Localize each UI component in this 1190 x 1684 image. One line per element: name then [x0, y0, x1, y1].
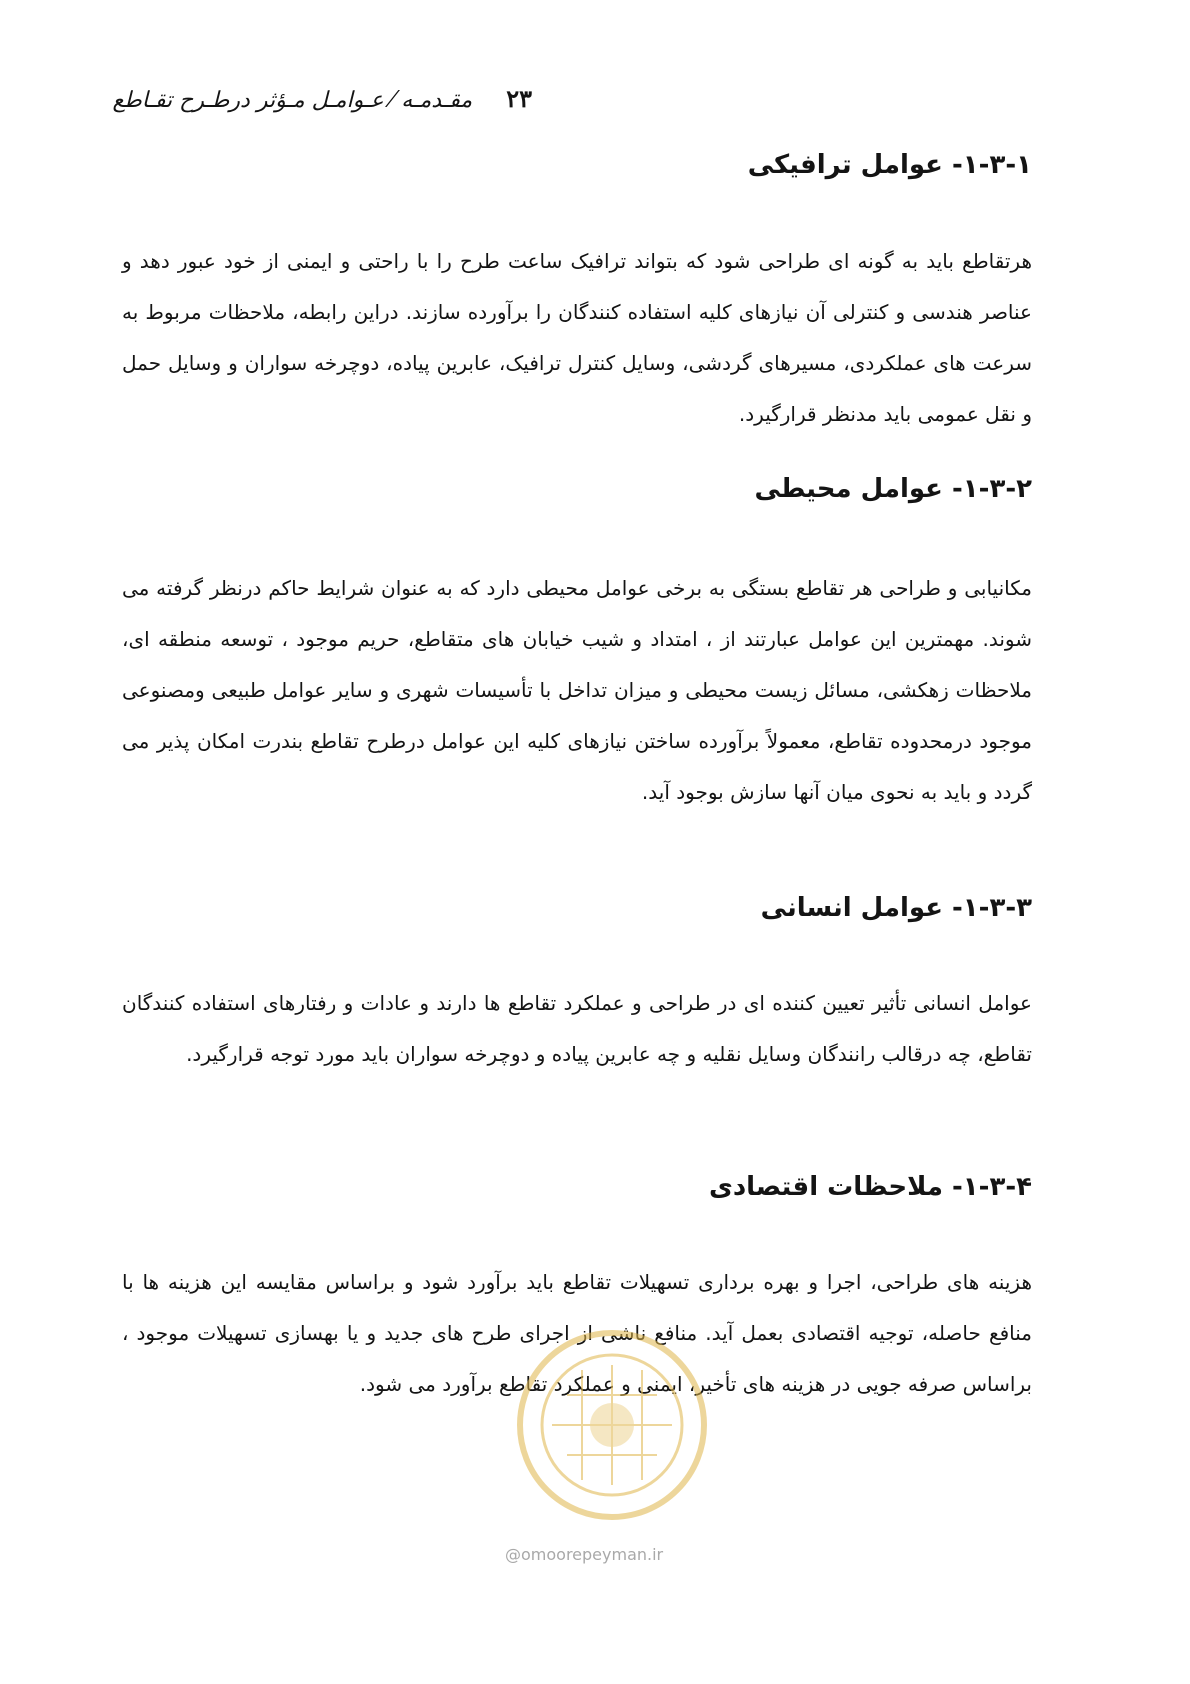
section-paragraph-human: عوامل انسانی تأثیر تعیین کننده ای در طراحی و عملکرد تقاطع ها دارند و عادات و رفتارهای استفاده کنندگان تقاطع، چه درقالب رانندگان وسایل نقلیه و چه عابرین پیاده و دوچرخه سواران باید مورد توجه قرارگیرد. — [122, 991, 1032, 1066]
watermark-url: @omoorepeyman.ir — [505, 1545, 664, 1564]
section-paragraph-economic: هزینه های طراحی، اجرا و بهره برداری تسهیلات تقاطع باید برآورد شود و براساس مقایسه این هزینه ها با منافع حاصله، توجیه اقتصادی بعمل آید. منافع ناشی از اجرای طرح های جدید و یا بهسازی تسهیلات موجود ، براساس صرفه جویی در هزینه های تأخیر، ایمنی و عملکرد تقاطع برآورد می شود. — [122, 1270, 1032, 1396]
running-title: مقـدمـه ⁄ عـوامـل مـؤثر درطـرح تقـاطع — [112, 88, 473, 113]
section-heading-human: ۱-۳-۳- عوامل انسانی — [760, 893, 1032, 923]
watermark-logo — [512, 1325, 712, 1525]
section-paragraph-traffic: هرتقاطع باید به گونه ای طراحی شود که بتواند ترافیک ساعت طرح را با راحتی و ایمنی از خود عبور دهد و عناصر هندسی و کنترلی آن نیازهای کلیه استفاده کنندگان را برآورده سازند. دراین رابطه، ملاحظات مربوط به سرعت های عملکردی، مسیرهای گردشی، وسایل کنترل ترافیک، عابرین پیاده، دوچرخه سواران و وسایل حمل و نقل عمومی باید مدنظر قرارگیرد. — [122, 249, 1032, 426]
section-heading-traffic: ۱-۳-۱- عوامل ترافیکی — [747, 150, 1032, 180]
page-number: ۲۳ — [506, 84, 532, 113]
section-heading-economic: ۱-۳-۴- ملاحظات اقتصادی — [709, 1172, 1032, 1202]
section-heading-environment: ۱-۳-۲- عوامل محیطی — [754, 474, 1032, 504]
running-header — [112, 84, 532, 113]
section-paragraph-environment: مکانیابی و طراحی هر تقاطع بستگی به برخی عوامل محیطی دارد که به عنوان شرایط حاکم درنظر گرفته می شوند. مهمترین این عوامل عبارتند از ، امتداد و شیب خیابان های متقاطع، حریم موجود ، توسعه منطقه ای، ملاحظات زهکشی، مسائل زیست محیطی و میزان تداخل با تأسیسات شهری و سایر عوامل طبیعی ومصنوعی موجود درمحدوده تقاطع، معمولاً برآورده ساختن نیازهای کلیه این عوامل درطرح تقاطع بندرت امکان پذیر می گردد و باید به نحوی میان آنها سازش بوجود آید. — [122, 576, 1032, 804]
